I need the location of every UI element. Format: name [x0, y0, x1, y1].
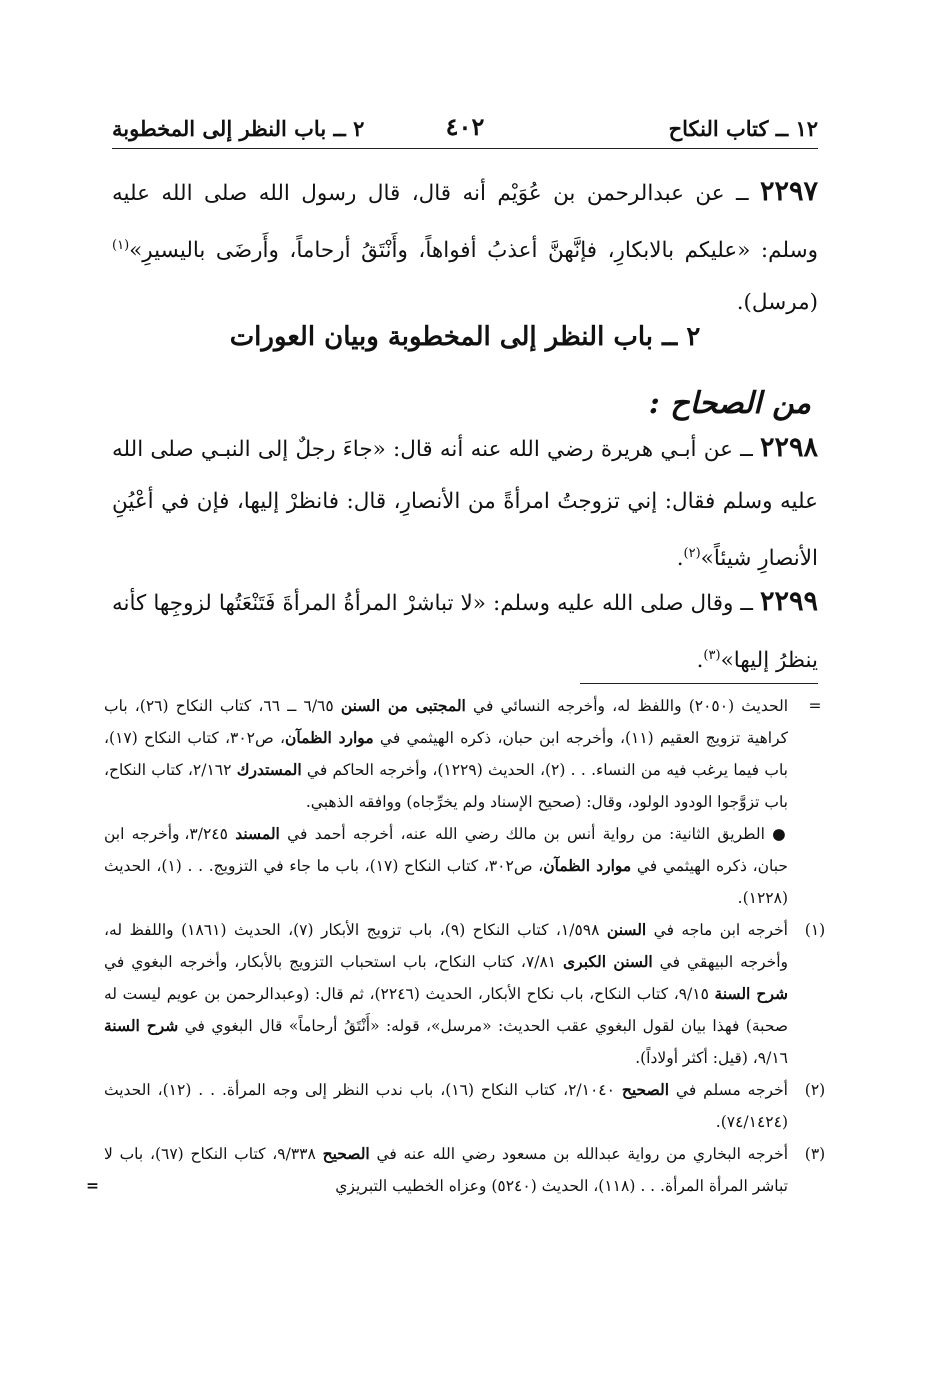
- source-title: شرح السنة: [104, 1016, 179, 1035]
- source-title: موارد الظمآن: [285, 728, 374, 747]
- hadith-2297: [112, 166, 818, 329]
- source-title: الصحيح: [621, 1080, 670, 1099]
- hadith-text: ــ عن أبـي هريرة رضي الله عنه أنه قال: «جاءَ رجلٌ إلى النبـي صلى الله عليه وسلم فقال: إني تزوجتُ امرأةً من الأنصارِ، قال: فانظرْ إليها، فإن في أعْيُنِ الأنصارِ شيئاً»: [112, 437, 818, 572]
- hadith-number: ٢٢٩٧: [759, 176, 818, 207]
- footnote-marker: (٣): [804, 1145, 826, 1163]
- footnote-segment: ، ص٣٠٢، كتاب النكاح (١٧)، باب ما جاء في التزويج. . . (١)، الحديث (١٢٢٨).: [104, 857, 788, 907]
- footnote-segment: ٢/١٠٤٠، كتاب النكاح (١٦)، باب ندب النظر إلى وجه المرأة. . . (١٢)، الحديث (٧٤/١٤٢٤).: [104, 1081, 788, 1131]
- footnote-segment: ● الطريق الثانية: من رواية أنس بن مالك رضي الله عنه، أخرجه أحمد في: [279, 825, 788, 843]
- source-title: المجتبى من السنن: [340, 696, 466, 715]
- source-title: السنن الكبرى: [563, 952, 653, 971]
- footnote-text: [104, 914, 788, 1074]
- hadith-grade: (مرسل).: [736, 290, 818, 316]
- footnote-ref: (٢): [683, 546, 701, 561]
- footnote-text: [104, 818, 788, 914]
- footnote-segment: ٣/٢٤٥، وأخرجه ابن حبان، ذكره الهيثمي في: [104, 825, 788, 875]
- footnote-ref: (٣): [703, 648, 721, 663]
- footnote-text: [104, 1074, 788, 1138]
- chapter-title: ٢ ــ باب النظر إلى المخطوبة وبيان العورات: [229, 322, 701, 352]
- footnote-segment: ٦/٦٥ ــ ٦٦، كتاب النكاح (٢٦)، باب كراهية تزويج العقيم (١١)، وأخرجه ابن حبان، ذكره الهيثمي في: [104, 697, 789, 747]
- running-header: [112, 108, 818, 152]
- footnote-segment: ٩/١٦، (قيل: أكثر أولاداً).: [635, 1049, 788, 1067]
- footnote-segment: أخرجه مسلم في: [669, 1081, 788, 1099]
- footnote-1: [104, 914, 824, 1074]
- footnote-segment: ٧/٨١، كتاب النكاح، باب استحباب التزويج بالأبكار، وأخرجه البغوي في: [104, 953, 564, 971]
- footnote-marker: (١): [804, 921, 826, 939]
- source-title: المسند: [235, 824, 280, 843]
- hadith-number: ٢٢٩٨: [759, 432, 818, 463]
- header-chapter-title: ٢ ــ باب النظر إلى المخطوبة: [112, 116, 365, 141]
- footnote-ref: (١): [112, 238, 130, 253]
- footnote-segment: ، ص٣٠٢، كتاب النكاح (١٧)، باب فيما يرغب فيه من النساء. . . (٢)، الحديث (١٢٢٩)، وأخرجه الحاكم في: [104, 729, 788, 779]
- hadith-text: ــ وقال صلى الله عليه وسلم: «لا تباشرْ المرأةُ المرأةَ فَتَنْعَتُها لزوجِها كأنه ينظرُ إليها»: [112, 591, 818, 674]
- section-label: من الصحاح :: [648, 386, 811, 421]
- source-title: السنن: [606, 920, 647, 939]
- source-title: المستدرك: [236, 760, 302, 779]
- hadith-2298: [112, 422, 818, 585]
- footnotes: [86, 690, 826, 1202]
- footnote-3: [86, 1138, 826, 1202]
- footnote-2: [104, 1074, 824, 1138]
- page-number: ٤٠٢: [445, 112, 485, 141]
- hadith-text: ــ عن عبدالرحمن بن عُوَيْم أنه قال، قال رسول الله صلى الله عليه وسلم: «عليكم بالابكارِ، فإنَّهنَّ أعذبُ أفواهاً، وأَنْتَقُ أرحاماً، وأَرضَى باليسيرِ»: [112, 181, 818, 264]
- footnote-segment: ٩/٣٣٨، كتاب النكاح (٦٧)، باب لا تباشر المرأة المرأة. . . (١١٨)، الحديث (٥٢٤٠) وعزاه الخطيب التبريزي: [104, 1145, 788, 1195]
- footnote-text: [104, 1138, 788, 1202]
- source-title: موارد الظمآن: [543, 856, 632, 875]
- source-title: الصحيح: [322, 1144, 370, 1163]
- continuation-mark: =: [86, 1176, 99, 1195]
- footnote-segment: ٢/١٦٢، كتاب النكاح، باب تزوَّجوا الودود الولود، وقال: (صحيح الإسناد ولم يخرِّجاه) ووافقه الذهبي.: [104, 761, 788, 811]
- hadith-2299: [112, 576, 818, 687]
- continuation-mark: =: [808, 697, 822, 715]
- footnote-marker: (٢): [804, 1081, 826, 1099]
- footnote-segment: ٩/١٥، كتاب النكاح، باب نكاح الأبكار، الحديث (٢٢٤٦)، ثم قال: (وعبدالرحمن بن عويم ليست له صحبة) فهذا بيان لقول البغوي عقب الحديث: «مرسل»، قوله: «أَنْتَقُ أرحاماً» قال البغوي في: [104, 985, 788, 1035]
- footnote-segment: أخرجه ابن ماجه في: [646, 921, 788, 939]
- footnote-rule: [580, 683, 818, 684]
- footnote-segment: أخرجه البخاري من رواية عبدالله بن مسعود رضي الله عنه في: [369, 1145, 789, 1163]
- footnote-second-path: [104, 818, 824, 914]
- header-book-title: ١٢ ــ كتاب النكاح: [668, 116, 818, 141]
- footnote-text: [104, 690, 788, 818]
- hadith-end: .: [696, 648, 704, 674]
- footnote-segment: الحديث (٢٠٥٠) واللفظ له، وأخرجه النسائي في: [465, 697, 789, 715]
- footnote-segment: ١/٥٩٨، كتاب النكاح (٩)، باب تزويج الأبكار (٧)، الحديث (١٨٦١) واللفظ له، وأخرجه البيهقي في: [104, 921, 788, 971]
- header-rule: [112, 148, 818, 149]
- footnote-continuation: [104, 690, 824, 818]
- hadith-number: ٢٢٩٩: [759, 586, 818, 617]
- source-title: شرح السنة: [714, 984, 788, 1003]
- hadith-end: .: [676, 546, 684, 572]
